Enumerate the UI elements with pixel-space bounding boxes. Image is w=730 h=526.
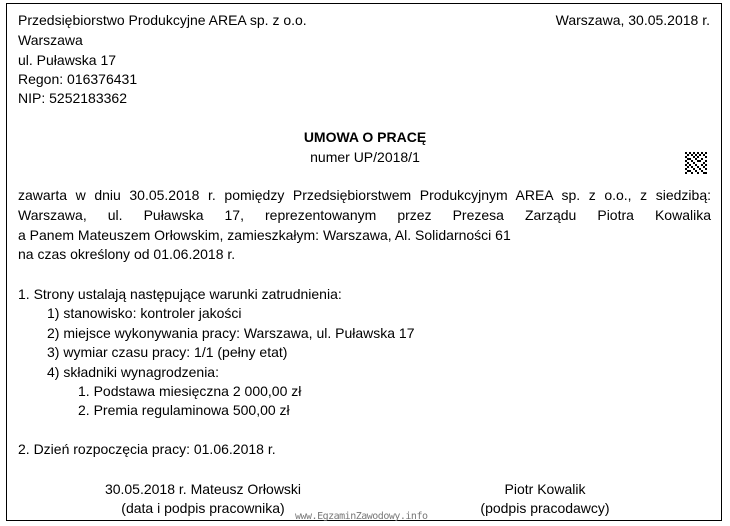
sub-list-item: 1. Podstawa miesięczna 2 000,00 zł bbox=[78, 383, 302, 399]
intro-line-1: zawarta w dniu 30.05.2018 r. pomiędzy Przedsiębiorstwem Produkcyjnym AREA sp. z o.o., z siedzibą: bbox=[18, 187, 711, 203]
employer-signature-line: Piotr Kowalik bbox=[504, 481, 586, 497]
company-street: ul. Puławska 17 bbox=[18, 52, 117, 68]
place-date: Warszawa, 30.05.2018 r. bbox=[555, 12, 710, 28]
list-item: 3) wymiar czasu pracy: 1/1 (pełny etat) bbox=[47, 344, 288, 360]
employer-signature-caption: (podpis pracodawcy) bbox=[480, 500, 610, 516]
company-city: Warszawa bbox=[18, 32, 83, 48]
employee-signature-line: 30.05.2018 r. Mateusz Orłowski bbox=[104, 481, 302, 497]
qr-code-icon bbox=[685, 152, 707, 174]
section-1-heading: 1. Strony ustalają następujące warunki zatrudnienia: bbox=[18, 286, 342, 302]
intro-line-3: a Panem Mateuszem Orłowskim, zamieszkałym: Warszawa, Al. Solidarności 61 bbox=[18, 227, 511, 243]
intro-line-4: na czas określony od 01.06.2018 r. bbox=[18, 246, 236, 262]
company-nip: NIP: 5252183362 bbox=[18, 90, 127, 106]
list-item: 2) miejsce wykonywania pracy: Warszawa, ul. Puławska 17 bbox=[47, 325, 415, 341]
list-item: 1) stanowisko: kontroler jakości bbox=[47, 305, 242, 321]
intro-line-2: Warszawa, ul. Puławska 17, reprezentowanym przez Prezesa Zarządu Piotra Kowalika bbox=[18, 207, 711, 223]
document-title: UMOWA O PRACĘ bbox=[303, 129, 427, 145]
company-regon: Regon: 016376431 bbox=[18, 71, 138, 87]
watermark-text: www.EgzaminZawodowy.info bbox=[295, 511, 428, 522]
list-item: 4) składniki wynagrodzenia: bbox=[47, 364, 219, 380]
sub-list-item: 2. Premia regulaminowa 500,00 zł bbox=[78, 402, 290, 418]
section-2-text: 2. Dzień rozpoczęcia pracy: 01.06.2018 r. bbox=[18, 441, 276, 457]
employee-signature-caption: (data i podpis pracownika) bbox=[121, 500, 285, 516]
document-number: numer UP/2018/1 bbox=[310, 149, 420, 165]
company-name: Przedsiębiorstwo Produkcyjne AREA sp. z o.o. bbox=[18, 12, 307, 28]
